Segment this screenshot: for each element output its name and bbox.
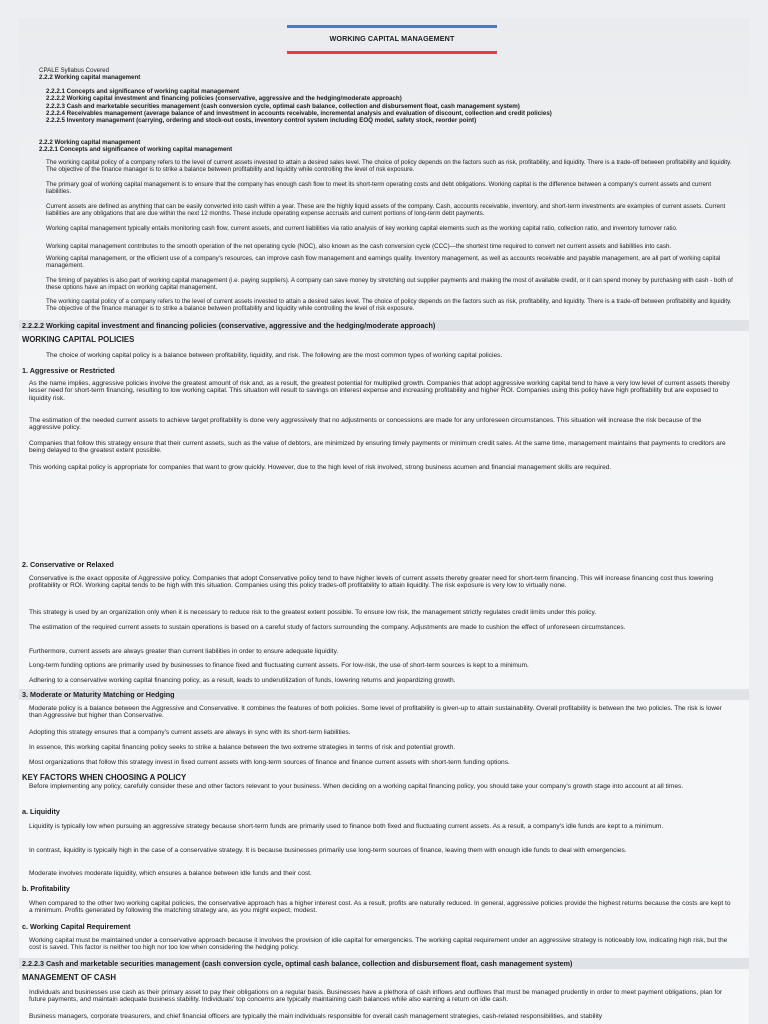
paragraph: Furthermore, current assets are always greater than current liabilities in order to ensure adequate liquidity. bbox=[29, 648, 339, 655]
paragraph: Working capital management, or the efficient use of a company's resources, can improve cash flow management and earnings quality. Inventory management, as well as accounts receivable and payable management, are all part of working capital management. bbox=[46, 255, 721, 270]
title-banner bbox=[287, 25, 497, 49]
section-subheading: 2.2.2.1 Concepts and significance of working capital management bbox=[39, 146, 233, 154]
paragraph: Companies that follow this strategy ensure that their current assets, such as the value of debtors, are minimized by ensuring timely payments or minimum credit sales. At the same time, management maintains that payments to creditors are being delayed to the greatest extent possible. bbox=[29, 440, 726, 455]
key-factors-heading: KEY FACTORS WHEN CHOOSING A POLICY bbox=[22, 773, 187, 782]
syllabus-item: 2.2.2.4 Receivables management (average balance of and investment in accounts receivable, incremental analysis and evaluation of discount, collection and credit policies) bbox=[46, 110, 552, 118]
profitability-heading: b. Profitability bbox=[22, 884, 70, 893]
paragraph: When compared to the other two working capital policies, the conservative approach has a higher interest cost. As a result, profits are naturally reduced. In general, aggressive policies provide the highest returns because the costs are kept to a minimum. Profits generated by following the matching strategy are, as you might expect, modest. bbox=[29, 900, 731, 915]
paragraph: Working capital must be maintained under a conservative approach because it involves the provision of idle capital for emergencies. The working capital requirement under an aggressive strategy is noticeably low, indicating high risk, but the cost is saved. This factor is neither too high nor too low when considering the hedging policy. bbox=[29, 937, 728, 952]
syllabus-item: 2.2.2.3 Cash and marketable securities management (cash conversion cycle, optimal cash balance, collection and disbursement float, cash management system) bbox=[46, 102, 520, 110]
paragraph: The choice of working capital policy is a balance between profitability, liquidity, and risk. The following are the most common types of working capital policies. bbox=[46, 352, 503, 359]
paragraph: Adopting this strategy ensures that a company's current assets are always in sync with its short-term liabilities. bbox=[29, 729, 351, 736]
paragraph: In essence, this working capital financing policy seeks to strike a balance between the two extreme strategies in terms of risk and potential growth. bbox=[29, 744, 456, 751]
policies-heading: WORKING CAPITAL POLICIES bbox=[22, 335, 135, 344]
paragraph: Moderate policy is a balance between the Aggressive and Conservative. It combines the features of both policies. Some level of profitability is given-up to attain sustainability. Overall profitability is between the two policies. The risk is lower than Aggressive but higher than Conservative. bbox=[29, 705, 722, 720]
aggressive-heading: 1. Aggressive or Restricted bbox=[22, 366, 115, 375]
section-heading: 2.2.2 Working capital management bbox=[39, 139, 141, 146]
section-2-2-2-2-heading: 2.2.2.2 Working capital investment and financing policies (conservative, aggressive and the hedging/moderate approach) bbox=[22, 321, 436, 330]
syllabus-block bbox=[39, 67, 733, 125]
syllabus-item: 2.2.2.2 Working capital investment and financing policies (conservative, aggressive and the hedging/moderate approach) bbox=[46, 95, 402, 103]
paragraph: The timing of payables is also part of working capital management (i.e. paying suppliers). A company can save money by stretching out supplier payments and making the most of available credit, or it can spend money by purchasing with cash - both of these options have an impact on working capital management. bbox=[46, 277, 733, 292]
red-rule bbox=[287, 51, 497, 54]
section-2-2-2-1 bbox=[39, 139, 733, 154]
paragraph: Adhering to a conservative working capital financing policy, as a result, leads to underutilization of funds, lowering returns and jeopardizing growth. bbox=[29, 677, 456, 684]
document-page bbox=[19, 18, 749, 1024]
paragraph: The primary goal of working capital management is to ensure that the company has enough cash flow to meet its short-term operating costs and debt obligations. Working capital is the difference between a company's current assets and current liabilities. bbox=[46, 181, 712, 196]
requirement-heading: c. Working Capital Requirement bbox=[22, 922, 131, 931]
paragraph: The working capital policy of a company refers to the level of current assets invested to attain a desired sales level. The choice of policy depends on the factors such as risk, profitability, and liquidity. There is a trade-off between profitability and liquidity. The objective of the finance manager is to strike a balance between profitability and liquidity while controlling the level of risk exposure. bbox=[46, 298, 732, 313]
conservative-heading: 2. Conservative or Relaxed bbox=[22, 560, 114, 569]
paragraph: Long-term funding options are primarily used by businesses to finance fixed and fluctuating current assets. For low-risk, the use of short-term sources is kept to a minimum. bbox=[29, 662, 529, 669]
paragraph: This strategy is used by an organization only when it is necessary to reduce risk to the greatest extent possible. To ensure low risk, the management strictly regulates credit limits under this policy. bbox=[29, 609, 597, 616]
paragraph: The estimation of the required current assets to sustain operations is based on a careful study of factors surrounding the company. Adjustments are made to cushion the effect of unforeseen circumstances. bbox=[29, 624, 626, 631]
paragraph: As the name implies, aggressive policies involve the greatest amount of risk and, as a result, the greatest potential for multiplied growth. Companies that adopt aggressive working capital tend to have a very low level of current assets thereby lesser need for short-term financing, resulting to low working capital. This situation will result to savings on interest expense and increasing profitability and higher ROI. Companies using this policy have high profitability but are exposed to liquidity risk. bbox=[29, 380, 730, 402]
syllabus-item: 2.2.2.1 Concepts and significance of working capital management bbox=[46, 87, 240, 95]
paragraph: Most organizations that follow this strategy invest in fixed current assets with long-term sources of finance and finance current assets with short-term funding options. bbox=[29, 759, 510, 766]
section-2-2-2-3-heading: 2.2.2.3 Cash and marketable securities management (cash conversion cycle, optimal cash balance, collection and disbursement float, cash management system) bbox=[22, 959, 573, 968]
syllabus-item: 2.2.2.5 Inventory management (carrying, ordering and stock-out costs, inventory control system including EOQ model, safety stock, reorder point) bbox=[46, 117, 477, 125]
paragraph: Liquidity is typically low when pursuing an aggressive strategy because short-term funds are primarily used to finance both fixed and fluctuating current assets. As a result, a company's idle funds are kept to a minimum. bbox=[29, 823, 664, 830]
moderate-heading: 3. Moderate or Maturity Matching or Hedging bbox=[22, 690, 175, 699]
liquidity-heading: a. Liquidity bbox=[22, 807, 60, 816]
paragraph: This working capital policy is appropriate for companies that want to grow quickly. However, due to the high level of risk involved, strong business acumen and financial management skills are required. bbox=[29, 464, 612, 471]
paragraph: The estimation of the needed current assets to achieve target profitability is done very aggressively that no adjustments or concessions are made for any unforeseen circumstances. This situation will increase the risk because of the aggressive policy. bbox=[29, 417, 702, 432]
paragraph: Conservative is the exact opposite of Aggressive policy. Companies that adopt Conservative policy tend to have higher levels of current assets thereby greater need for short-term financing. This will increase financing cost thus lowering profitability or ROI. Working capital tends to be high with this situation. Companies using this policy trades-off profitability to attain liquidity. The risk exposure is very low to virtually none. bbox=[29, 575, 714, 590]
cash-management-heading: MANAGEMENT OF CASH bbox=[22, 973, 116, 982]
paragraph: Before implementing any policy, carefully consider these and other factors relevant to your business. When deciding on a working capital financing policy, you should take your company's growth stage into account at all times. bbox=[29, 783, 684, 790]
blue-rule bbox=[287, 25, 497, 28]
paragraph: The working capital policy of a company refers to the level of current assets invested to attain a desired sales level. The choice of policy depends on the factors such as risk, profitability, and liquidity. There is a trade-off between profitability and liquidity. The objective of the finance manager is to strike a balance between profitability and liquidity while controlling the level of risk exposure. bbox=[46, 159, 732, 174]
paragraph: Working capital management contributes to the smooth operation of the net operating cycle (NOC), also known as the cash conversion cycle (CCC)—the shortest time required to convert net current assets and liabilities into cash. bbox=[46, 243, 672, 250]
paragraph: Moderate involves moderate liquidity, which ensures a balance between idle funds and their cost. bbox=[29, 870, 312, 877]
syllabus-heading: CPALE Syllabus Covered bbox=[39, 67, 110, 74]
paragraph: Working capital management typically entails monitoring cash flow, current assets, and current liabilities via ratio analysis of key working capital elements such as the working capital ratio, collection ratio, and inventory turnover ratio. bbox=[46, 225, 678, 232]
paragraph: Individuals and businesses use cash as their primary asset to pay their obligations on a regular basis. Businesses have a plethora of cash inflows and outflows that must be managed prudently in order to meet payment obligations, plan for future payments, and maintain adequate business stability. Individuals' top concerns are typically maintaining cash balances while also earning a return on idle cash. bbox=[29, 989, 723, 1004]
page-title: WORKING CAPITAL MANAGEMENT bbox=[329, 34, 455, 43]
paragraph: Current assets are defined as anything that can be easily converted into cash within a year. These are the highly liquid assets of the company. Cash, accounts receivable, inventory, and short-term investments are examples of current assets. Current liabilities are any obligations that are due within the next 12 months. These include operating expense accruals and current portions of long-term debt payments. bbox=[46, 203, 726, 218]
syllabus-main: 2.2.2 Working capital management bbox=[39, 74, 141, 82]
paragraph: Business managers, corporate treasurers, and chief financial officers are typically the main individuals responsible for overall cash management strategies, cash-related responsibilities, and stability bbox=[29, 1013, 603, 1020]
paragraph: In contrast, liquidity is typically high in the case of a conservative strategy. It is because businesses primarily use long-term sources of finance, leaving them with enough idle funds to deal with emergencies. bbox=[29, 847, 627, 854]
